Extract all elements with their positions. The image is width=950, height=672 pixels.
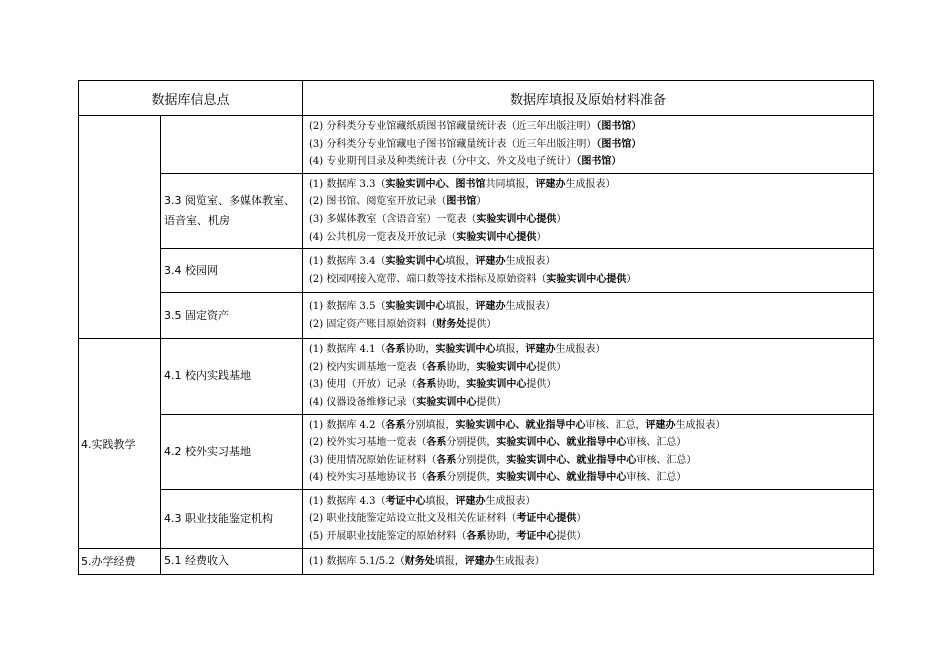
category-cell-5: 5.办学经费 [79,548,161,574]
material-text: (4) 校外实习基地协议书（ [309,472,427,484]
material-text-bold: 评建办 [475,256,506,268]
material-text-bold: 实验实训中心提供 [456,231,537,243]
material-text: 分别填报， [405,419,456,431]
subcategory-cell: 4.1 校内实践基地 [161,339,303,414]
material-line [309,118,873,136]
material-text-bold: 各系 [426,437,447,449]
material-text: 协助， [405,344,436,356]
material-text: 审核、汇总） [636,454,697,466]
material-text: 分别提供， [446,472,497,484]
material-text: (3) 多媒体教室（含语音室）一览表（ [309,213,477,225]
material-text-bold: 各系 [385,344,406,356]
category-cell-4: 4.实践教学 [79,339,161,549]
material-text: 生成报表） [565,178,616,190]
material-line [309,193,873,211]
material-text: 分别提供， [456,454,507,466]
material-text-bold: 实验实训中心提供 [546,273,627,285]
header-materials: 数据库填报及原始材料准备 [303,81,874,116]
material-text-bold: 实验实训中心 [466,379,527,391]
material-text: 提供） [556,530,587,542]
materials-cell [303,489,874,548]
material-text-bold: 各系 [466,530,487,542]
material-text: (2) 分科类分专业馆藏纸质图书馆藏量统计表（近三年出版注明） [309,121,597,132]
table-row [79,293,874,339]
material-line [309,394,873,412]
material-text-bold: 实验实训中心、就业指导中心 [506,454,637,466]
material-text-bold: 实验实训中心 [416,396,477,408]
material-text-bold: （图书馆） [576,156,622,168]
material-text-bold: （图书馆） [596,121,642,132]
material-text-bold: 实验实训中心 [476,361,537,373]
material-text: (3) 使用情况原始佐证材料（ [309,454,437,466]
material-line [309,316,873,334]
material-text: (2) 校内实训基地一览表（ [309,361,427,373]
material-line [309,417,873,435]
material-text: 协助， [446,361,477,373]
material-text: (1) 数据库 3.5（ [309,301,386,313]
material-text-bold: 实验实训中心、就业指导中心 [496,437,627,449]
table-row [79,173,874,248]
material-text: (1) 数据库 4.2（ [309,419,386,431]
material-text-bold: 各系 [385,419,406,431]
material-text: 协助， [436,379,467,391]
material-line [309,452,873,470]
material-line [309,469,873,487]
material-line [309,229,873,247]
material-text: 审核、汇总， [585,419,646,431]
material-text: 审核、汇总） [626,472,687,484]
material-text: 生成报表） [494,555,545,567]
subcategory-cell [161,116,303,174]
material-text-bold: 实验实训中心、就业指导中心 [496,472,627,484]
material-text-bold: 实验实训中心 [435,344,496,356]
materials-cell [303,249,874,293]
material-line [309,434,873,452]
material-text: 生成报表） [675,419,726,431]
material-text-bold: 评建办 [475,301,506,313]
material-text: ） [536,231,547,243]
material-line [309,153,873,171]
material-text: (1) 数据库 4.3（ [309,495,386,507]
material-text-bold: 评建办 [535,178,566,190]
material-line [309,359,873,377]
material-text: ） [556,213,567,225]
material-text-bold: 评建办 [525,344,556,356]
material-text-bold: 评建办 [464,555,495,567]
material-text: 协助， [486,530,517,542]
material-line [309,253,873,271]
material-text-bold: 考证中心 [385,495,426,507]
material-text: (2) 校外实习基地一览表（ [309,437,427,449]
material-text: (3) 分科类分专业馆藏电子图书馆藏量统计表（近三年出版注明） [309,138,597,150]
material-text: 提供） [476,396,507,408]
material-text: 生成报表） [485,495,536,507]
material-text: 填报， [434,555,465,567]
table-row [79,339,874,414]
material-text: 填报， [445,256,476,268]
material-text: (2) 图书馆、阅览室开放记录（ [309,196,447,208]
subcategory-cell: 3.5 固定资产 [161,293,303,339]
material-text-bold: 各系 [426,361,447,373]
material-text-bold: 财务处 [404,555,435,567]
material-text-bold: 评建办 [645,419,676,431]
material-text: 生成报表） [555,344,606,356]
material-text: (2) 固定资产账目原始资料（ [309,318,437,330]
material-text-bold: 实验实训中心 [385,256,446,268]
subcategory-cell: 4.3 职业技能鉴定机构 [161,489,303,548]
material-text-bold: 考证中心 [516,530,557,542]
material-text-bold: 评建办 [455,495,486,507]
materials-cell [303,339,874,414]
material-text: 共同填报， [485,178,536,190]
material-text: (1) 数据库 3.4（ [309,256,386,268]
material-line [309,510,873,528]
material-text: 生成报表） [505,301,556,313]
material-text: (1) 数据库 4.1（ [309,344,386,356]
table-row [79,548,874,574]
table-header-row [79,81,874,116]
materials-cell [303,116,874,174]
material-text: (2) 职业技能鉴定站设立批文及相关佐证材料（ [309,513,517,525]
subcategory-cell: 3.3 阅览室、多媒体教室、语音室、机房 [161,173,303,248]
material-text-bold: （图书馆） [596,138,642,150]
material-line [309,376,873,394]
material-line [309,298,873,316]
material-line [309,136,873,154]
material-text: 填报， [425,495,456,507]
material-text-bold: 实验实训中心提供 [476,213,557,225]
material-text: (1) 数据库 3.3（ [309,178,386,190]
table-row [79,249,874,293]
material-text: 提供） [466,318,497,330]
material-line [309,341,873,359]
material-text: 分别提供， [446,437,497,449]
materials-cell [303,293,874,339]
material-text: 审核、汇总） [626,437,687,449]
materials-cell [303,414,874,489]
subcategory-cell: 4.2 校外实习基地 [161,414,303,489]
material-text-bold: 各系 [426,472,447,484]
material-line [309,493,873,511]
material-text-bold: 考证中心提供 [516,513,577,525]
material-text: (3) 使用（开放）记录（ [309,379,417,391]
material-text-bold: 各系 [436,454,457,466]
material-line [309,528,873,546]
materials-cell [303,548,874,574]
material-line [309,553,873,571]
subcategory-cell: 3.4 校园网 [161,249,303,293]
material-text: ） [626,273,637,285]
material-text-bold: 财务处 [436,318,467,330]
material-text: ） [576,513,587,525]
material-text: (4) 仪器设备维修记录（ [309,396,417,408]
material-text-bold: 实验实训中心、图书馆 [385,178,486,190]
material-line [309,176,873,194]
material-text: 填报， [445,301,476,313]
category-cell-3 [79,116,161,339]
material-text: (4) 专业期刊目录及种类统计表（分中文、外文及电子统计） [309,156,577,168]
material-text-bold: 各系 [416,379,437,391]
material-text: ） [476,196,487,208]
material-text: (2) 校园网接入宽带、端口数等技术指标及原始资料（ [309,273,547,285]
database-info-table [78,80,874,575]
header-info-point: 数据库信息点 [79,81,303,116]
table-row [79,489,874,548]
material-text-bold: 图书馆 [446,196,477,208]
table-row [79,414,874,489]
subcategory-cell: 5.1 经费收入 [161,548,303,574]
material-text-bold: 实验实训中心、就业指导中心 [455,419,586,431]
material-line [309,271,873,289]
material-text: 填报， [495,344,526,356]
materials-cell [303,173,874,248]
material-text: (5) 开展职业技能鉴定的原始材料（ [309,530,467,542]
material-line [309,211,873,229]
material-text: 提供） [536,361,567,373]
material-text: (1) 数据库 5.1/5.2（ [309,555,405,567]
material-text-bold: 实验实训中心 [385,301,446,313]
material-text: 提供） [526,379,557,391]
material-text: 生成报表） [505,256,556,268]
table-row [79,116,874,174]
material-text: (4) 公共机房一览表及开放记录（ [309,231,457,243]
